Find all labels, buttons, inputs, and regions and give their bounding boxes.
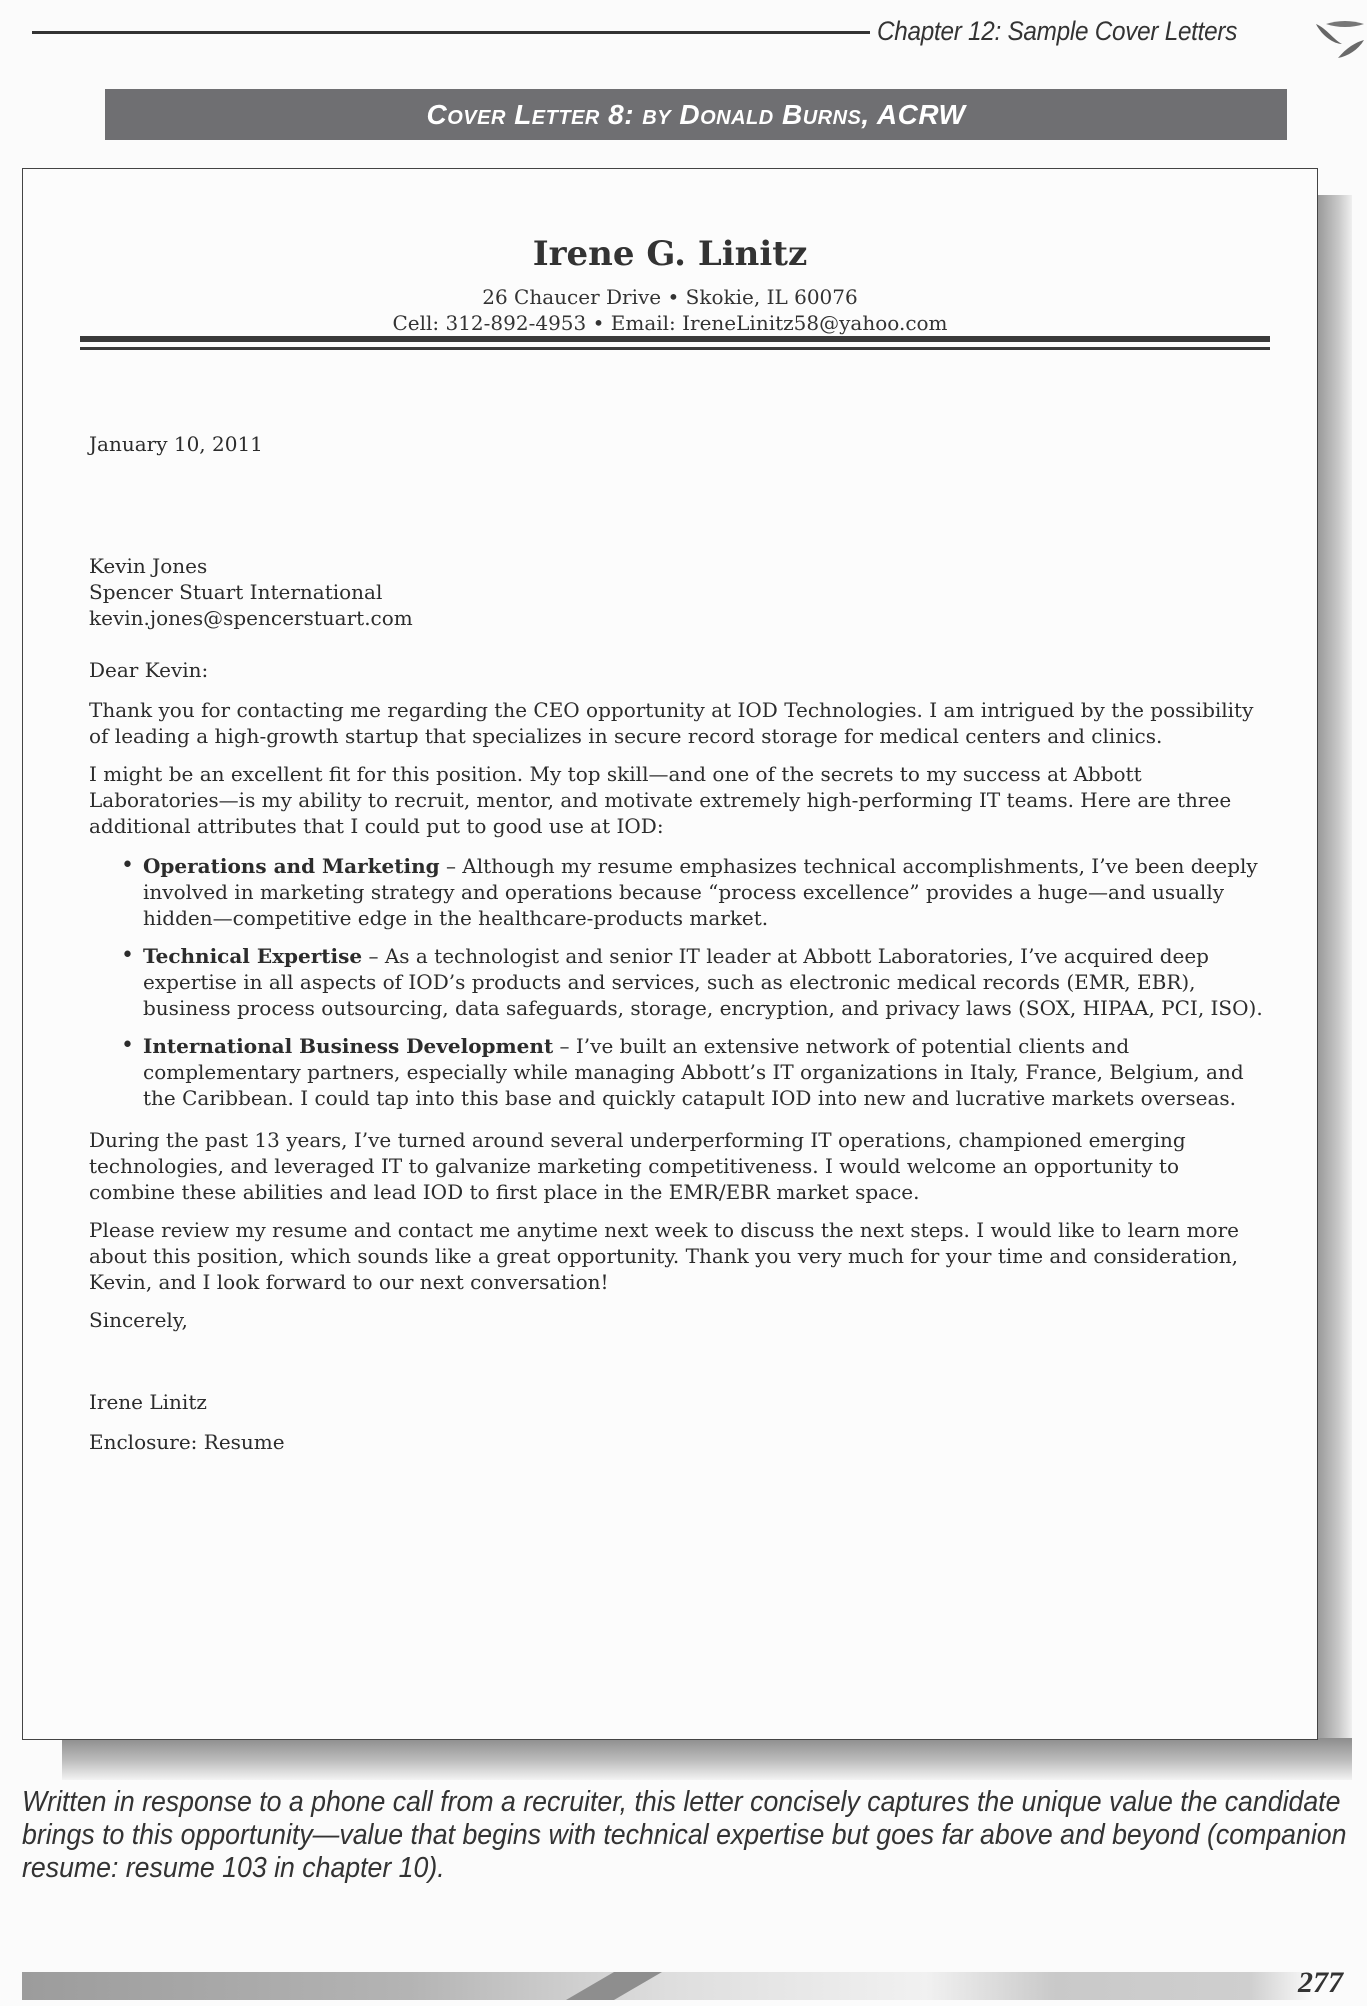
letterhead-contact: Cell: 312-892-4953 • Email: IreneLinitz58@yahoo.com xyxy=(392,311,948,335)
recipient-block xyxy=(89,553,1269,631)
letter-caption: Written in response to a phone call from a recruiter, this letter concisely captures the unique value the candidate brings to this opportunity—value that begins with technical expertise but goes far above and beyond (companion resume: resume 103 in chapter 10). xyxy=(22,1786,1347,1884)
header-rule xyxy=(32,31,870,34)
bullet-title: Operations and Marketing xyxy=(143,854,440,878)
enclosure: Enclosure: Resume xyxy=(89,1430,285,1454)
letterhead-rule-thick xyxy=(80,336,1270,342)
letter-date: January 10, 2011 xyxy=(89,432,263,456)
list-item xyxy=(143,1033,1269,1111)
closing: Sincerely, xyxy=(89,1308,188,1332)
footer-slash-decoration xyxy=(542,1972,662,2000)
bullet-title: International Business Development xyxy=(143,1034,554,1058)
paragraph-experience: During the past 13 years, I’ve turned around several underperforming IT operations, championed emerging technologies, and leveraged IT to galvanize marketing competitiveness. I would welcome an opportunity to combine these abilities and lead IOD to first place in the EMR/EBR market space. xyxy=(89,1128,1186,1204)
letterhead-name: Irene G. Linitz xyxy=(532,234,808,274)
cover-letter xyxy=(22,168,1318,1740)
letterhead-address: 26 Chaucer Drive • Skokie, IL 60076 xyxy=(482,285,858,309)
footer-band xyxy=(22,1972,1314,2000)
letter-shadow-bottom xyxy=(62,1738,1352,1780)
attributes-list xyxy=(89,853,1269,1111)
letter-shadow-right xyxy=(1318,195,1352,1775)
bullet-text: – As a technologist and senior IT leader at Abbott Laboratories, I’ve acquired deep expertise in all aspects of IOD’s products and services, such as electronic medical records (EMR, EBR), business process outsourcing, data safeguards, storage, encryption, and privacy laws (SOX, HIPAA, PCI, ISO). xyxy=(143,944,1263,1020)
bullet-title: Technical Expertise xyxy=(143,944,363,968)
signer-name: Irene Linitz xyxy=(89,1390,207,1414)
letterhead-rule-thin xyxy=(80,347,1270,350)
bullet-text: – I’ve built an extensive network of potential clients and complementary partners, especially while managing Abbott’s IT organizations in Italy, France, Belgium, and the Caribbean. I could tap into this base and quickly catapult IOD into new and lucrative markets overseas. xyxy=(143,1034,1244,1110)
list-item xyxy=(143,943,1269,1021)
recipient-company: Spencer Stuart International xyxy=(89,580,383,604)
recipient-email: kevin.jones@spencerstuart.com xyxy=(89,606,413,630)
letter-body xyxy=(89,431,1269,1455)
paragraph-call-to-action: Please review my resume and contact me anytime next week to discuss the next steps. I would like to learn more about this position, which sounds like a great opportunity. Thank you very much for your time and consideration, Kevin, and I look forward to our next conversation! xyxy=(89,1218,1239,1294)
paragraph-intro: Thank you for contacting me regarding the CEO opportunity at IOD Technologies. I am intrigued by the possibility of leading a high-growth startup that specializes in secure record storage for medical centers and clinics. xyxy=(89,698,1254,748)
recipient-name: Kevin Jones xyxy=(89,554,208,578)
cover-letter-title-band xyxy=(105,89,1287,140)
cover-letter-title: Cover Letter 8: by Donald Burns, ACRW xyxy=(426,98,966,130)
chapter-title: Chapter 12: Sample Cover Letters xyxy=(877,16,1238,46)
salutation: Dear Kevin: xyxy=(89,658,209,682)
leaf-logo-icon xyxy=(1312,18,1366,62)
paragraph-fit: I might be an excellent fit for this position. My top skill—and one of the secrets to my success at Abbott Laboratories—is my ability to recruit, mentor, and motivate extremely high-performing IT teams. Here are three additional attributes that I could put to good use at IOD: xyxy=(89,762,1232,838)
bullet-text: – Although my resume emphasizes technical accomplishments, I’ve been deeply involved in marketing strategy and operations because “process excellence” provides a huge—and usually hidden—competitive edge in the healthcare-products market. xyxy=(143,854,1258,930)
page-number: 277 xyxy=(1298,1966,1343,1999)
list-item xyxy=(143,853,1269,931)
